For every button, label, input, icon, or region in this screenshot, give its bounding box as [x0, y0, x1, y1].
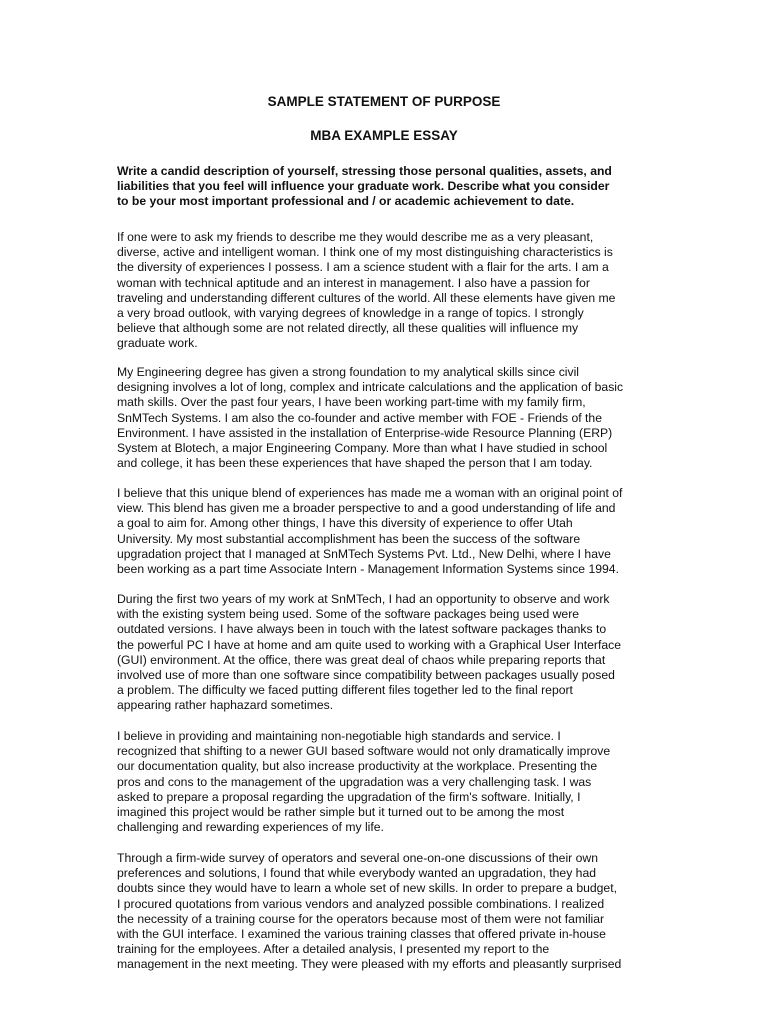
paragraph-line: challenging and rewarding experiences of my life. — [117, 820, 384, 835]
paragraph-line: doubts since they would have to learn a whole set of new skills. In order to prepare a budget, — [117, 881, 617, 896]
paragraph-line: the diversity of experiences I possess. I am a science student with a flair for the arts. I am a — [117, 260, 609, 275]
paragraph-line: math skills. Over the past four years, I have been working part-time with my family firm, — [117, 395, 586, 410]
paragraph-line: preferences and solutions, I found that while everybody wanted an upgradation, they had — [117, 866, 597, 881]
paragraph-6 — [117, 851, 662, 973]
paragraph-line: asked to prepare a proposal regarding the upgradation of the firm's software. Initially, I — [117, 789, 581, 804]
paragraph-line: Environment. I have assisted in the installation of Enterprise-wide Resource Planning (ERP) — [117, 425, 613, 440]
paragraph-line: appearing rather haphazard sometimes. — [117, 698, 334, 713]
paragraph-line: been working as a part time Associate Intern - Management Information Systems since 1994. — [117, 562, 619, 577]
paragraph-line: involved use of more than one software since compatibility between packages usually posed — [117, 668, 615, 683]
paragraph-line: (GUI) environment. At the office, there was great deal of chaos while preparing reports that — [117, 652, 606, 667]
paragraph-line: recognized that shifting to a newer GUI based software would not only dramatically improve — [117, 744, 611, 759]
paragraph-line: During the first two years of my work at SnMTech, I had an opportunity to observe and work — [117, 592, 610, 606]
paragraph-line: I procured quotations from various vendors and analyzed possible combinations. I realized — [117, 896, 605, 911]
paragraph-line: System at Blotech, a major Engineering Company. More than what I have studied in school — [117, 441, 608, 456]
prompt-line: liabilities that you feel will influence your graduate work. Describe what you consider — [117, 179, 610, 194]
paragraph-line: woman with technical aptitude and an interest in management. I also have a passion for — [117, 275, 590, 290]
paragraph-line: outdated versions. I have always been in touch with the latest software packages thanks to — [117, 622, 607, 637]
paragraph-5 — [117, 729, 662, 835]
paragraph-line: with the GUI interface. I examined the various training classes that offered private in-house — [117, 927, 606, 942]
paragraph-line: designing involves a lot of long, complex and intricate calculations and the application of basic — [117, 380, 624, 395]
paragraph-line: a goal to aim for. Among other things, I have this diversity of experience to offer Utah — [117, 516, 573, 531]
paragraph-line: our documentation quality, but also increase productivity at the workplace. Presenting the — [117, 759, 598, 774]
paragraph-line: a very broad outlook, with varying degrees of knowledge in a range of topics. I strongly — [117, 306, 584, 321]
paragraph-3 — [117, 486, 662, 577]
paragraph-line: I believe that this unique blend of experiences has made me a woman with an original point of — [117, 486, 623, 500]
paragraph-line: pros and cons to the management of the upgradation was a very challenging task. I was — [117, 774, 592, 789]
prompt-line: Write a candid description of yourself, stressing those personal qualities, assets, and — [117, 164, 612, 178]
paragraph-line: a problem. The difficulty we faced putting different files together led to the final report — [117, 683, 573, 698]
paragraph-line: University. My most substantial accomplishment has been the success of the software — [117, 531, 581, 546]
paragraph-line: graduate work. — [117, 336, 198, 351]
document-subtitle: MBA EXAMPLE ESSAY — [310, 128, 458, 143]
document-title: SAMPLE STATEMENT OF PURPOSE — [267, 94, 501, 109]
paragraph-line: believe that although some are not related directly, all these qualities will influence my — [117, 321, 579, 336]
essay-prompt — [117, 164, 662, 210]
paragraph-4 — [117, 592, 662, 714]
paragraph-1 — [117, 230, 662, 352]
paragraph-2 — [117, 365, 662, 471]
paragraph-line: traveling and understanding different cultures of the world. All these elements have given me — [117, 290, 616, 305]
paragraph-line: Through a firm-wide survey of operators and several one-on-one discussions of their own — [117, 851, 598, 865]
paragraph-line: upgradation project that I managed at SnMTech Systems Pvt. Ltd., New Delhi, where I have — [117, 546, 611, 561]
prompt-line: to be your most important professional and / or academic achievement to date. — [117, 194, 575, 209]
paragraph-line: view. This blend has given me a broader perspective to and a good understanding of life and — [117, 501, 616, 516]
paragraph-line: the necessity of a training course for the operators because most of them were not familiar — [117, 911, 605, 926]
paragraph-line: with the existing system being used. Some of the software packages being used were — [117, 607, 580, 622]
paragraph-line: diverse, active and intelligent woman. I think one of my most distinguishing characteristics is — [117, 245, 613, 260]
paragraph-line: and college, it has been these experiences that have shaped the person that I am today. — [117, 456, 593, 471]
paragraph-line: I believe in providing and maintaining non-negotiable high standards and service. I — [117, 729, 561, 743]
paragraph-line: My Engineering degree has given a strong foundation to my analytical skills since civil — [117, 365, 580, 379]
paragraph-line: training for the employees. After a detailed analysis, I presented my report to the — [117, 942, 550, 957]
paragraph-line: management in the next meeting. They were pleased with my efforts and pleasantly surprised — [117, 957, 622, 972]
paragraph-line: the powerful PC I have at home and am quite used to working with a Graphical User Interface — [117, 637, 622, 652]
paragraph-line: If one were to ask my friends to describe me they would describe me as a very pleasant, — [117, 230, 594, 244]
paragraph-line: SnMTech Systems. I am also the co-founder and active member with FOE - Friends of the — [117, 410, 602, 425]
paragraph-line: imagined this project would be rather simple but it turned out to be among the most — [117, 805, 565, 820]
